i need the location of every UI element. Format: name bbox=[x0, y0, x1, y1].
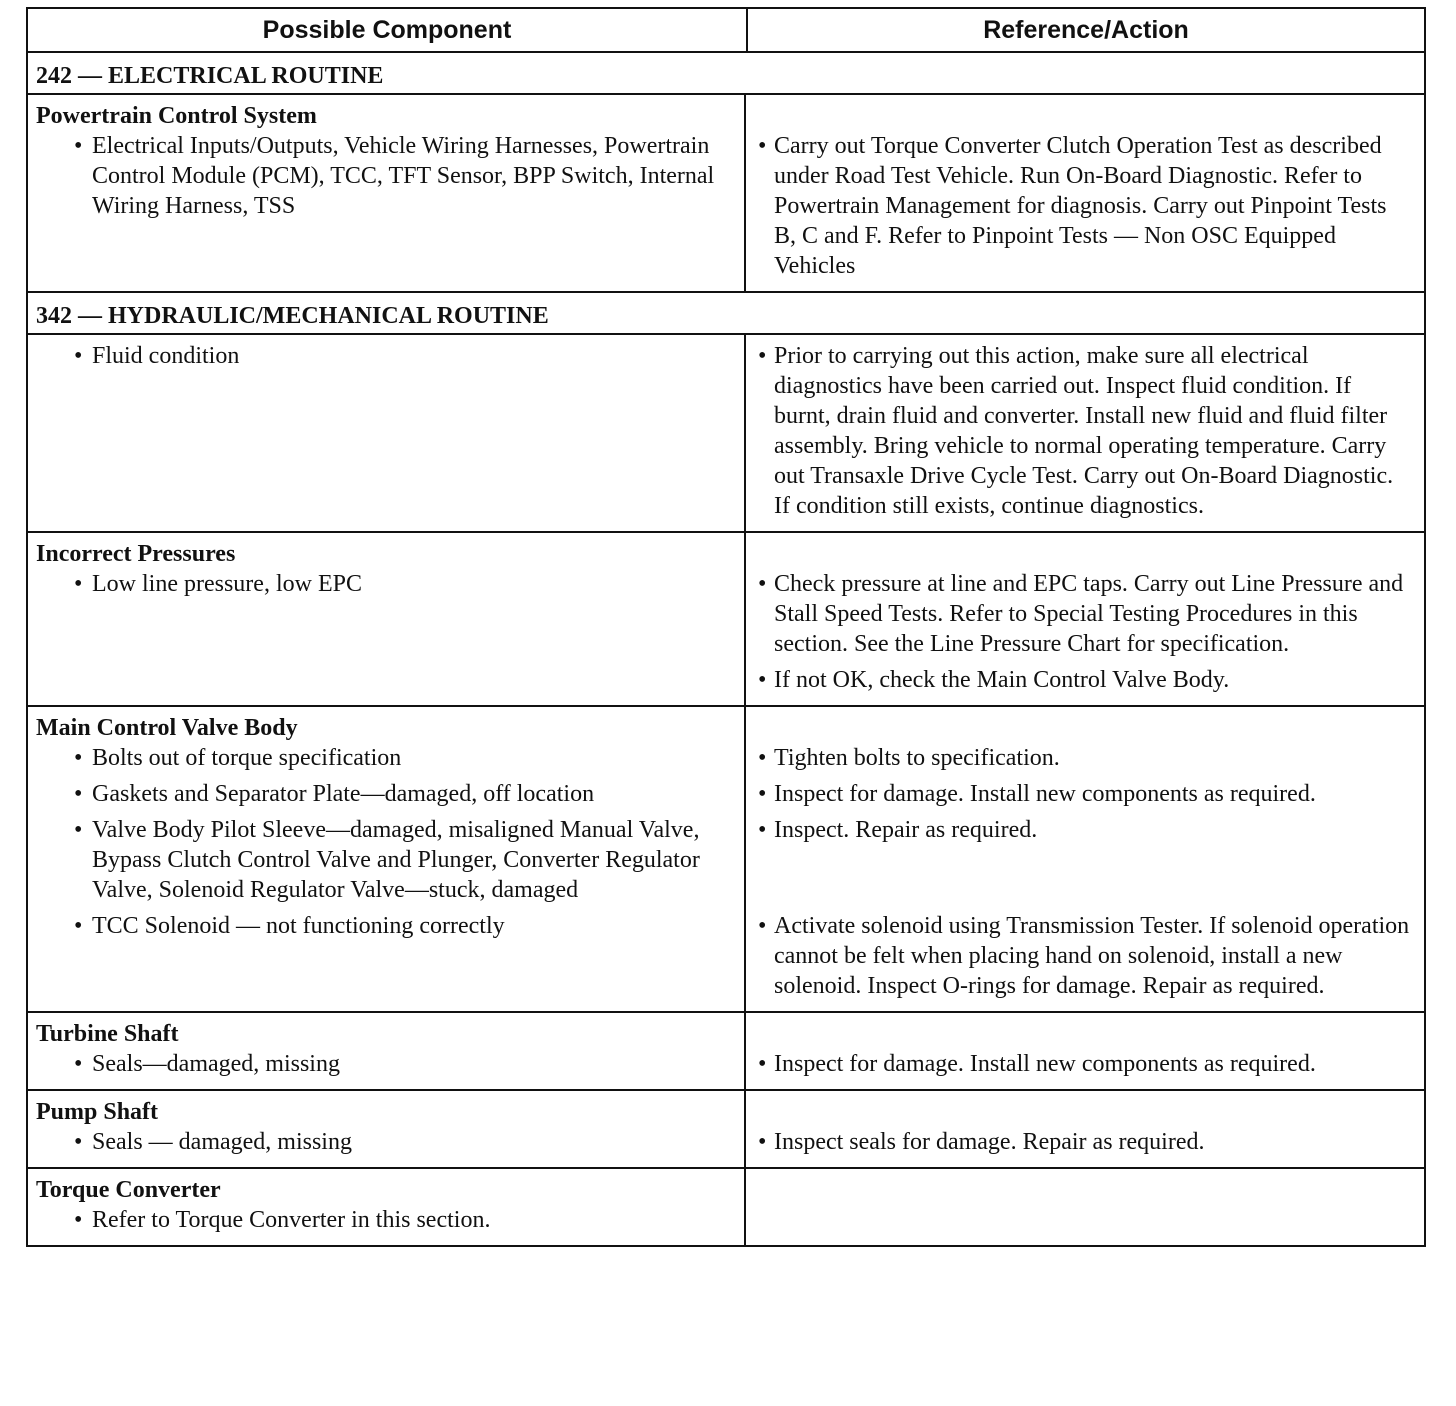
action-item bbox=[758, 1049, 1412, 1079]
component-item bbox=[36, 1127, 738, 1157]
component-text: Gaskets and Separator Plate—damaged, off location bbox=[92, 781, 595, 807]
component-item bbox=[36, 1205, 738, 1235]
action-text: Inspect for damage. Install new components as required. bbox=[774, 781, 1316, 807]
bullet: • bbox=[74, 1051, 83, 1077]
component-text: Seals—damaged, missing bbox=[92, 1051, 340, 1077]
action-text: If not OK, check the Main Control Valve Body. bbox=[774, 667, 1230, 693]
bullet: • bbox=[758, 745, 767, 771]
component-cell bbox=[28, 1169, 746, 1245]
component-cell bbox=[28, 533, 746, 705]
component-cell bbox=[28, 707, 746, 1011]
group-title: Pump Shaft bbox=[36, 1099, 159, 1125]
bullet: • bbox=[758, 817, 767, 843]
group-title: Torque Converter bbox=[36, 1177, 221, 1203]
table-body bbox=[28, 53, 1424, 1245]
action-cell bbox=[746, 95, 1424, 291]
component-item bbox=[36, 911, 738, 1001]
component-group bbox=[28, 1169, 1424, 1245]
action-cell bbox=[746, 533, 1424, 705]
column-header-component: Possible Component bbox=[28, 9, 748, 51]
bullet: • bbox=[74, 745, 83, 771]
bullet: • bbox=[74, 781, 83, 807]
component-item bbox=[36, 569, 738, 659]
action-cell bbox=[746, 335, 1424, 531]
section-title: 342 — HYDRAULIC/MECHANICAL ROUTINE bbox=[28, 293, 1424, 335]
component-item bbox=[36, 1049, 738, 1079]
group-title-spacer bbox=[758, 713, 1412, 743]
action-item bbox=[758, 1205, 1412, 1235]
action-cell bbox=[746, 707, 1424, 1011]
action-item bbox=[758, 665, 1412, 695]
component-item bbox=[36, 341, 738, 521]
component-cell bbox=[28, 335, 746, 531]
action-text: Inspect seals for damage. Repair as required. bbox=[774, 1129, 1205, 1155]
component-text: Electrical Inputs/Outputs, Vehicle Wiring Harnesses, Powertrain Control Module (PCM), TCC, TFT Sensor, BPP Switch, Internal Wiring Harness, TSS bbox=[92, 133, 715, 219]
bullet: • bbox=[74, 133, 83, 159]
action-text: Tighten bolts to specification. bbox=[774, 745, 1060, 771]
group-title: Main Control Valve Body bbox=[36, 715, 298, 741]
component-text: Fluid condition bbox=[92, 343, 240, 369]
action-cell bbox=[746, 1013, 1424, 1089]
bullet: • bbox=[758, 667, 767, 693]
component-cell bbox=[28, 1091, 746, 1167]
component-text: Bolts out of torque specification bbox=[92, 745, 402, 771]
action-text: Inspect for damage. Install new components as required. bbox=[774, 1051, 1316, 1077]
component-cell bbox=[28, 1013, 746, 1089]
bullet: • bbox=[758, 133, 767, 159]
bullet: • bbox=[74, 343, 83, 369]
action-text: Inspect. Repair as required. bbox=[774, 817, 1038, 843]
group-title-spacer bbox=[758, 1175, 1412, 1205]
group-title-spacer bbox=[758, 539, 1412, 569]
bullet: • bbox=[758, 913, 767, 939]
action-item bbox=[758, 779, 1412, 809]
component-item bbox=[36, 815, 738, 905]
action-item bbox=[758, 815, 1412, 905]
group-title: Turbine Shaft bbox=[36, 1021, 179, 1047]
action-item bbox=[758, 743, 1412, 773]
action-item bbox=[758, 569, 1412, 659]
component-cell bbox=[28, 95, 746, 291]
bullet: • bbox=[74, 1129, 83, 1155]
action-text: Carry out Torque Converter Clutch Operation Test as described under Road Test Vehicle. Run On-Board Diagnostic. Refer to Powertrain Management for diagnosis. Carry out Pinpoint Tests B, C and F. Refer to Pinpoint Tests — Non OSC Equipped Vehicles bbox=[774, 133, 1387, 279]
component-text: Refer to Torque Converter in this section. bbox=[92, 1207, 491, 1233]
group-title-spacer bbox=[758, 1097, 1412, 1127]
action-item bbox=[758, 131, 1412, 281]
bullet: • bbox=[74, 817, 83, 843]
section-title: 242 — ELECTRICAL ROUTINE bbox=[28, 53, 1424, 95]
component-group bbox=[28, 95, 1424, 293]
component-text: TCC Solenoid — not functioning correctly bbox=[92, 913, 505, 939]
component-item bbox=[36, 131, 738, 281]
component-group bbox=[28, 1013, 1424, 1091]
component-item bbox=[36, 743, 738, 773]
bullet: • bbox=[758, 571, 767, 597]
bullet: • bbox=[74, 571, 83, 597]
diagnosis-table bbox=[26, 7, 1426, 1247]
action-text: Check pressure at line and EPC taps. Carry out Line Pressure and Stall Speed Tests. Refer to Special Testing Procedures in this section. See the Line Pressure Chart for specification. bbox=[774, 571, 1404, 657]
component-group bbox=[28, 707, 1424, 1013]
column-header-action: Reference/Action bbox=[983, 15, 1189, 44]
component-item bbox=[36, 779, 738, 809]
component-text: Seals — damaged, missing bbox=[92, 1129, 352, 1155]
action-text: Activate solenoid using Transmission Tester. If solenoid operation cannot be felt when placing hand on solenoid, install a new solenoid. Inspect O-rings for damage. Repair as required. bbox=[774, 913, 1410, 999]
bullet: • bbox=[74, 1207, 83, 1233]
group-title: Incorrect Pressures bbox=[36, 541, 236, 567]
bullet: • bbox=[758, 1129, 767, 1155]
bullet: • bbox=[758, 343, 767, 369]
action-cell bbox=[746, 1169, 1424, 1245]
action-item bbox=[758, 341, 1412, 521]
component-group bbox=[28, 335, 1424, 533]
action-text: Prior to carrying out this action, make sure all electrical diagnostics have been carried out. Inspect fluid condition. If burnt, drain fluid and converter. Install new fluid and fluid filter assembly. Bring vehicle to normal operating temperature. Carry out Transaxle Drive Cycle Test. Carry out On-Board Diagnostic. If condition still exists, continue diagnostics. bbox=[774, 343, 1394, 519]
table-header bbox=[28, 9, 1424, 53]
action-cell bbox=[746, 1091, 1424, 1167]
bullet: • bbox=[758, 1051, 767, 1077]
action-item bbox=[758, 911, 1412, 1001]
action-item bbox=[758, 1127, 1412, 1157]
group-title-spacer bbox=[758, 101, 1412, 131]
bullet: • bbox=[74, 913, 83, 939]
component-text: Valve Body Pilot Sleeve—damaged, misaligned Manual Valve, Bypass Clutch Control Valve and Plunger, Converter Regulator Valve, Solenoid Regulator Valve—stuck, damaged bbox=[92, 817, 700, 903]
component-item bbox=[36, 665, 738, 695]
component-text: Low line pressure, low EPC bbox=[92, 571, 362, 597]
group-title: Powertrain Control System bbox=[36, 103, 317, 129]
component-group bbox=[28, 1091, 1424, 1169]
component-group bbox=[28, 533, 1424, 707]
bullet: • bbox=[758, 781, 767, 807]
group-title-spacer bbox=[758, 1019, 1412, 1049]
